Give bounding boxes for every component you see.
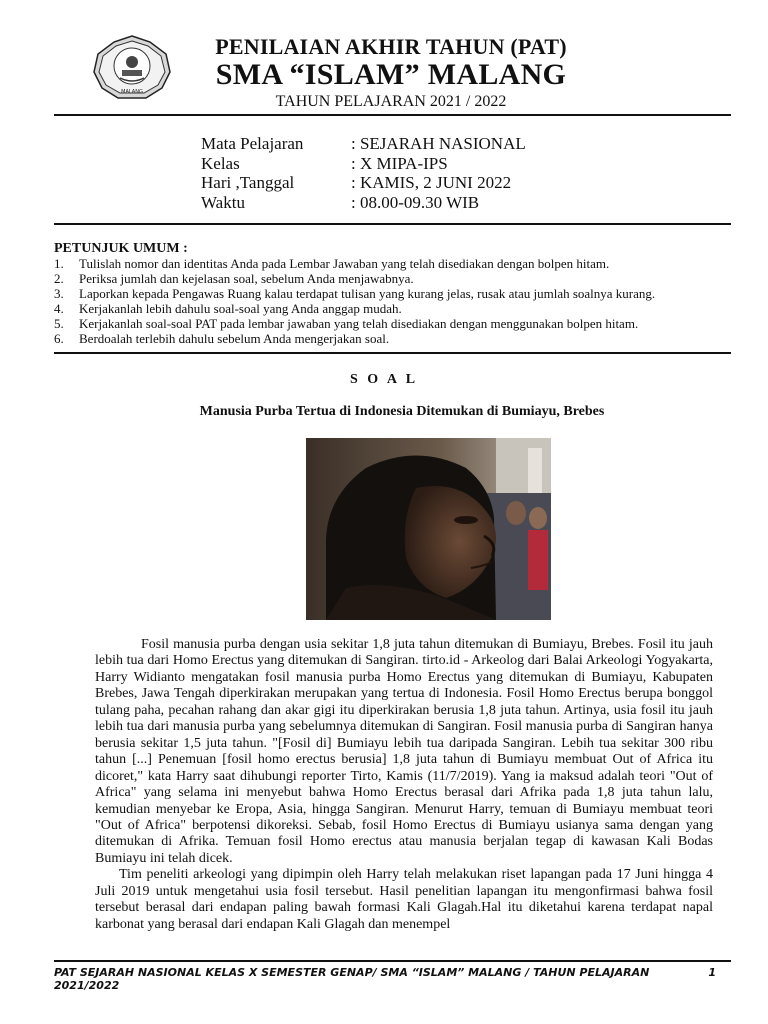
instruction-item: 6. Berdoalah terlebih dahulu sebelum Anda mengerjakan soal. (54, 331, 390, 346)
exam-info (201, 134, 526, 212)
article-paragraph: Tim peneliti arkeologi yang dipimpin oleh Harry telah melakukan riset lapangan pada 17 Juni hingga 4 Juli 2019 untuk mengetahui usia fosil tersebut. Hasil penelitian lapangan itu mengonfirmasi bahwa fosil tersebut berasal dari endapan paling bawah formasi Kali Glagah.Hal itu diketahui karena terdapat napal karbonat yang berasal dari endapan Kali Glagah dan menempel (95, 867, 713, 932)
instruction-item: 4. Kerjakanlah lebih dahulu soal-soal yang Anda anggap mudah. (54, 301, 402, 316)
exam-title: PENILAIAN AKHIR TAHUN (PAT) (215, 34, 567, 59)
homo-erectus-photo (306, 438, 551, 620)
instructions-title: PETUNJUK UMUM : (54, 241, 188, 256)
info-row-time (201, 193, 526, 213)
footer-divider (54, 960, 731, 962)
academic-year: TAHUN PELAJARAN 2021 / 2022 (275, 93, 507, 110)
info-row-subject (201, 134, 526, 154)
info-label: Kelas (201, 153, 240, 173)
header-divider (54, 114, 731, 116)
instruction-item: 5. Kerjakanlah soal-soal PAT pada lembar jawaban yang telah disediakan dengan menggunakan bolpen hitam. (54, 316, 639, 331)
info-value: : X MIPA-IPS (351, 153, 448, 173)
page-number: 1 (708, 966, 716, 979)
page-footer (54, 966, 716, 992)
school-logo (92, 34, 172, 100)
school-name: SMA “ISLAM” MALANG (215, 58, 567, 91)
info-label: Waktu (201, 192, 245, 212)
info-row-date (201, 173, 526, 193)
info-label: Hari ,Tanggal (201, 173, 295, 192)
info-value: : SEJARAH NASIONAL (351, 134, 526, 153)
soal-heading: S O A L (349, 372, 419, 387)
article-body (95, 637, 713, 933)
info-value: : KAMIS, 2 JUNI 2022 (351, 173, 512, 192)
article-title: Manusia Purba Tertua di Indonesia Ditemukan di Bumiayu, Brebes (199, 404, 605, 419)
info-row-class (201, 154, 526, 174)
instructions-divider (54, 352, 731, 354)
footer-text: PAT SEJARAH NASIONAL KELAS X SEMESTER GENAP/ SMA “ISLAM” MALANG / TAHUN PELAJARAN 2021/2022 (54, 966, 650, 992)
info-divider (54, 223, 731, 225)
instruction-item: 3. Laporkan kepada Pengawas Ruang kalau terdapat tulisan yang kurang jelas, rusak atau jumlah soalnya kurang. (54, 286, 656, 301)
article-paragraph: Fosil manusia purba dengan usia sekitar 1,8 juta tahun ditemukan di Bumiayu, Brebes. Fosil itu jauh lebih tua dari Homo Erectus yang ditemukan di Sangiran. tirto.id - Arkeolog dari Balai Arkeologi Yogyakarta, Harry Widianto mengatakan fosil manusia purba Homo Erectus yang ditemukan di Bumiayu, Kabupaten Brebes, Jawa Tengah diperkirakan merupakan yang tertua di Indonesia. Fosil Homo Erectus berupa bonggol tulang paha, pecahan rahang dan akar gigi itu diperkirakan berusia 1,8 juta tahun. Artinya, usia fosil itu jauh lebih tua dari manusia purba yang sebelumnya ditemukan di Sangiran. Fosil manusia purba di Sangiran hanya berusia sekitar 1,5 juta tahun. "[Fosil di] Bumiayu lebih tua daripada Sangiran. Lebih tua sekitar 300 ribu tahun [...] Penemuan [fosil homo erectus berusia] 1,8 juta tahun di Bumiayu membuat Out of Africa itu dicoret," kata Harry saat dihubungi reporter Tirto, Kamis (11/7/2019). Yang ia maksud adalah teori "Out of Africa" yang selama ini menyebut bahwa Homo Erectus berasal dari Afrika pada 1,8 juta tahun lalu, kemudian menyebar ke Eropa, Asia, hingga Sangiran. Menurut Harry, temuan di Bumiayu membuat teori "Out of Africa" berpotensi dikoreksi. Sebab, fosil Homo Erectus di Bumiayu usianya sama dengan yang ditemukan di Afrika. Temuan fosil Homo erectus atau manusia berjalan tegap di kawasan Kali Bodas Bumiayu ini telah dicek. (95, 637, 713, 866)
instruction-item: 2. Periksa jumlah dan kejelasan soal, sebelum Anda menjawabnya. (54, 271, 414, 286)
svg-text:MALANG: MALANG (121, 89, 143, 95)
info-value: : 08.00-09.30 WIB (351, 192, 480, 212)
general-instructions (54, 241, 734, 346)
instruction-item: 1. Tulislah nomor dan identitas Anda pada Lembar Jawaban yang telah disediakan dengan bolpen hitam. (54, 256, 610, 271)
info-label: Mata Pelajaran (201, 134, 304, 153)
